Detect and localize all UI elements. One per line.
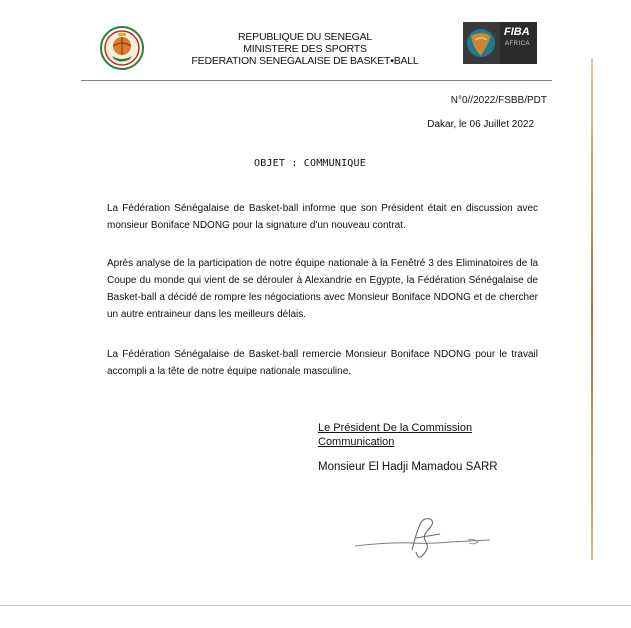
paragraph-3: La Fédération Sénégalaise de Basket-ball remercie Monsieur Boniface NDONG pour le travail accompli a la tête de notre équipe nationale masculine.	[107, 349, 538, 377]
frame-bottom-line	[0, 605, 631, 606]
document-date: Dakar, le 06 Juillet 2022	[427, 119, 534, 130]
header-country: REPUBLIQUE DU SENEGAL	[237, 31, 373, 43]
fsbb-logo-icon	[100, 26, 144, 70]
handwritten-signature	[350, 512, 500, 562]
fiba-subtext: AFRICA	[505, 41, 531, 47]
header-rule	[81, 80, 552, 81]
page-edge-line	[591, 58, 593, 560]
fiba-text: FIBA	[504, 26, 530, 38]
letterhead	[160, 31, 450, 67]
signatory-name: Monsieur El Hadji Mamadou SARR	[318, 461, 498, 473]
signatory-title-line-1: Le Président De la Commission	[318, 422, 473, 434]
signatory-title	[318, 421, 472, 449]
header-ministry: MINISTERE DES SPORTS	[243, 43, 367, 55]
document-subject: OBJET : COMMUNIQUE	[254, 158, 366, 169]
paragraph-1: La Fédération Sénégalaise de Basket-ball informe que son Président était en discussion avec monsieur Boniface NDONG pour la signature d'un nouveau contrat.	[107, 203, 538, 231]
signatory-title-line-2: Communication	[318, 436, 395, 448]
header-federation: FEDERATION SENEGALAISE DE BASKET•BALL	[191, 55, 419, 67]
paragraph-2: Après analyse de la participation de notre équipe nationale à la Fenêtré 3 des Eliminatoires de la Coupe du monde qui vient de se dérouler à Alexandrie en Egypte, la Fédération Sénégalaise de Basket-ball a décidé de rompre les négociations avec Monsieur Boniface NDONG et de chercher un autre entraineur dans les meilleurs délais.	[107, 258, 538, 320]
reference-number: N°0//2022/FSBB/PDT	[450, 95, 547, 106]
